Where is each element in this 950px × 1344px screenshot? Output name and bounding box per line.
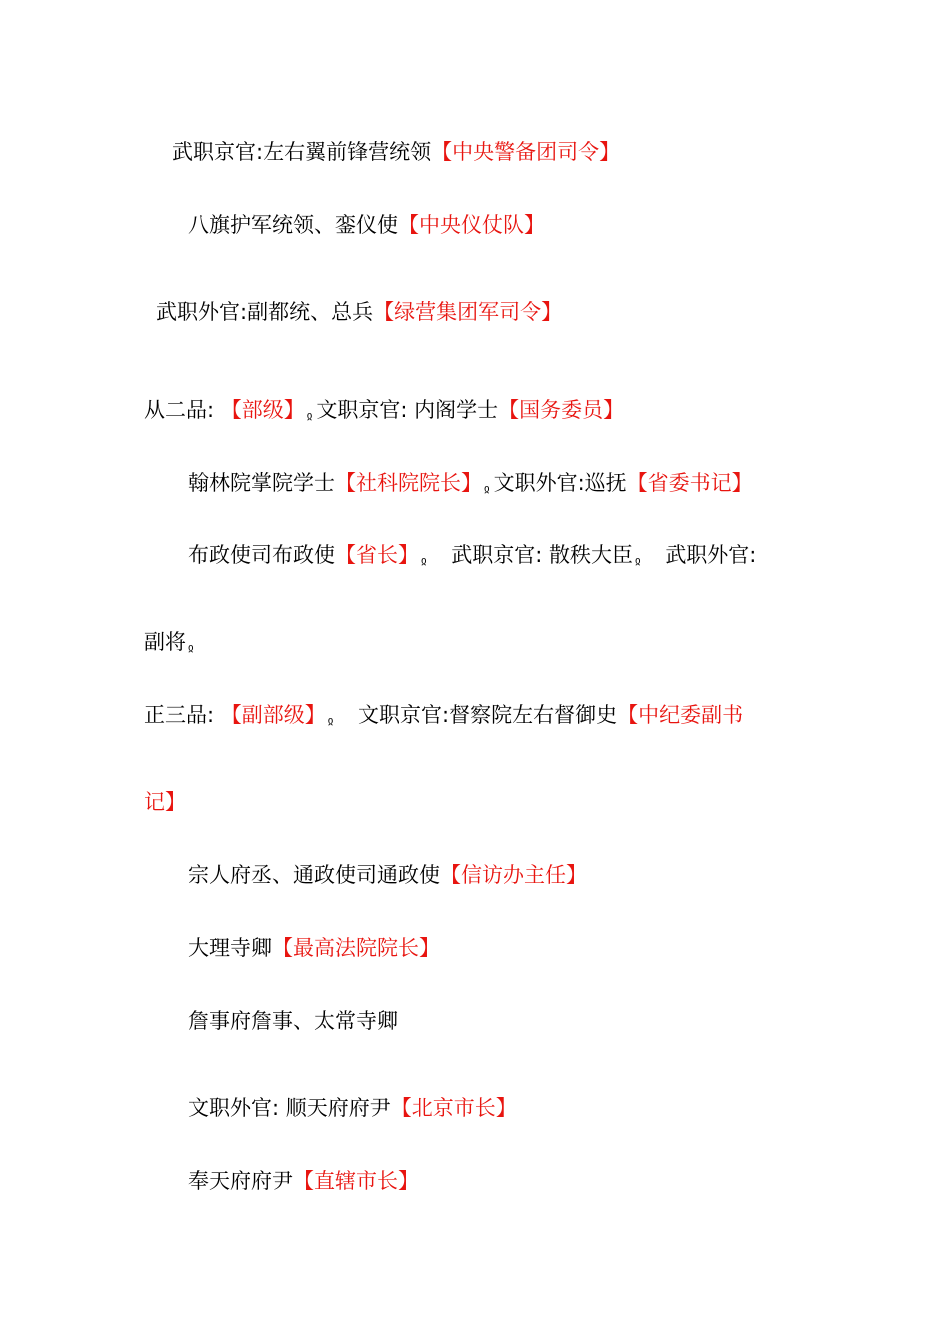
line-text: 文职京官: 内阁学士 bbox=[316, 398, 499, 422]
modern-equivalent: 【中纪委副书 bbox=[617, 703, 744, 727]
line-text: 副将 bbox=[144, 630, 186, 654]
text-line bbox=[144, 788, 186, 816]
line-text: 奉天府府尹 bbox=[188, 1169, 293, 1193]
line-text: 布政使司布政使 bbox=[188, 543, 335, 567]
text-line bbox=[188, 861, 587, 889]
modern-equivalent: 【中央仪仗队】 bbox=[398, 213, 545, 237]
modern-equivalent: 【直辖市长】 bbox=[293, 1169, 419, 1193]
text-line bbox=[188, 1007, 398, 1035]
modern-equivalent: 【省委书记】 bbox=[626, 471, 753, 495]
line-text: 文职京官:督察院左右督御史 bbox=[358, 703, 618, 727]
modern-equivalent: 记】 bbox=[144, 790, 186, 814]
modern-equivalent: 【副部级】 bbox=[220, 703, 326, 727]
rank-label: 从二品: bbox=[144, 398, 215, 422]
bullet-mark: ჲ bbox=[484, 482, 490, 495]
rank-label: 正三品: bbox=[144, 703, 215, 727]
line-text: 宗人府丞、通政使司通政使 bbox=[188, 863, 440, 887]
line-text: 武职外官:副都统、总兵 bbox=[156, 300, 374, 324]
bullet-mark: ჲ bbox=[327, 714, 334, 727]
text-line bbox=[172, 138, 620, 166]
line-text: 八旗护军统领、銮仪使 bbox=[188, 213, 398, 237]
line-text: 文职外官:巡抚 bbox=[493, 471, 627, 495]
modern-equivalent: 【国务委员】 bbox=[498, 398, 625, 422]
line-text: 武职京官: 散秩大臣 bbox=[451, 543, 634, 567]
modern-equivalent: 【最高法院院长】 bbox=[272, 936, 440, 960]
bullet-mark: ჲ bbox=[188, 641, 194, 654]
line-text: 文职外官: 顺天府府尹 bbox=[188, 1096, 391, 1120]
text-line bbox=[188, 211, 545, 239]
modern-equivalent: 【部级】 bbox=[220, 398, 305, 422]
line-text: 武职外官: bbox=[665, 543, 757, 567]
rank-heading-line bbox=[144, 396, 624, 430]
modern-equivalent: 【北京市长】 bbox=[390, 1096, 517, 1120]
modern-equivalent: 【中央警备团司令】 bbox=[431, 140, 621, 164]
text-line bbox=[188, 1167, 419, 1195]
text-line bbox=[144, 628, 198, 662]
line-text: 大理寺卿 bbox=[188, 936, 272, 960]
text-line bbox=[188, 934, 440, 962]
text-line bbox=[156, 298, 562, 326]
rank-heading-line bbox=[144, 701, 743, 735]
line-text: 翰林院掌院学士 bbox=[188, 471, 335, 495]
modern-equivalent: 【省长】 bbox=[335, 543, 419, 567]
text-line bbox=[188, 469, 753, 503]
text-line bbox=[188, 1094, 517, 1122]
line-text: 武职京官:左右翼前锋营统领 bbox=[172, 140, 432, 164]
modern-equivalent: 【社科院院长】 bbox=[335, 471, 482, 495]
line-text: 詹事府詹事、太常寺卿 bbox=[188, 1009, 398, 1033]
bullet-mark: ჲ bbox=[421, 554, 427, 567]
text-line bbox=[188, 541, 756, 575]
modern-equivalent: 【信访办主任】 bbox=[440, 863, 587, 887]
bullet-mark: ჲ bbox=[635, 554, 641, 567]
bullet-mark: ჲ bbox=[306, 409, 313, 422]
modern-equivalent: 【绿营集团军司令】 bbox=[373, 300, 563, 324]
